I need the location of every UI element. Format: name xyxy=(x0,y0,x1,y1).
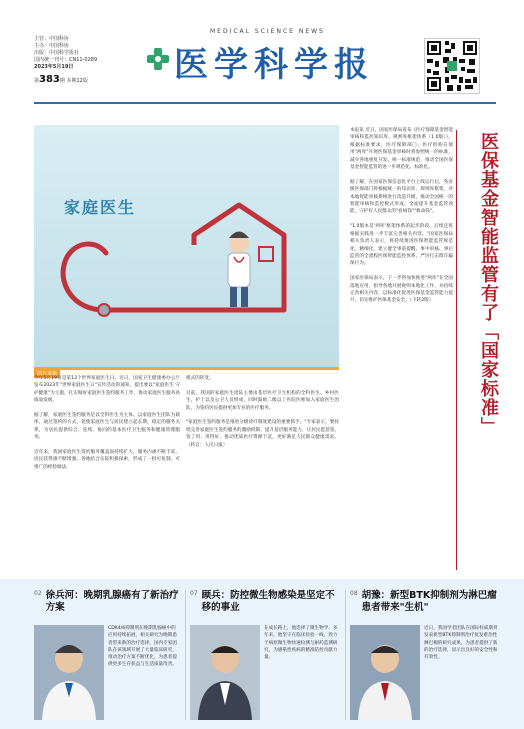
masthead-info xyxy=(34,36,126,85)
headline-rule xyxy=(456,130,457,570)
issue-prefix: 第 xyxy=(34,78,40,84)
feature-number: 08 xyxy=(350,590,358,597)
masthead-line: 出版：中国科学报社 xyxy=(34,50,80,56)
issue-number: 383 xyxy=(39,74,60,85)
feature-title: 徐兵河：晚期乳腺癌有了新治疗方案 xyxy=(45,590,179,613)
hero-title-char: 生 xyxy=(118,198,135,217)
feature-title: 胡豫：新型BTK抑制剂为淋巴瘤患者带来"生机" xyxy=(361,590,497,613)
main-headline: 医保基金智能监管有了「国家标准」 xyxy=(478,132,499,436)
feature-photo xyxy=(190,625,260,720)
feature-title: 顾兵：防控微生物感染是坚定不移的事业 xyxy=(201,590,335,613)
hero-caption-bar xyxy=(34,367,339,370)
hero-title xyxy=(64,195,134,218)
article-column-1: 今年5月19日是第13个世界家庭医生日。近日，国家卫生健康委办公厅发布2023年"世界家庭医生日"宣传活动的通知，提出要以"家庭医生 守护健康"为主题，扎实做好家庭医生签约服务工作，推动家庭医生服务高质量发展。 据了解，家庭医生签约服务是以全科医生为主体、以家庭医生团队为载体，通过签约的方式，促使家庭医生与居民建立起长期、稳定的服务关系，为居民提供综合、连续、协同的基本医疗卫生服务和健康管理服务。 近年来，我国家庭医生签约服务覆盖面持续扩大，服务内涵不断丰富，居民获得感不断增强。各地结合实际积极探索，形成了一批可复制、可推广的经验做法。 xyxy=(34,376,180,470)
feature-photo xyxy=(350,625,420,720)
feature-number: 07 xyxy=(190,590,198,597)
masthead-line: 主管：中国科协 xyxy=(34,36,70,42)
feature-divider xyxy=(345,590,346,720)
feature-number: 02 xyxy=(34,590,42,597)
feature-photo xyxy=(34,625,104,720)
portrait-photo xyxy=(350,625,420,720)
medical-cross-icon xyxy=(146,47,170,71)
portrait-photo xyxy=(34,625,104,720)
feature-item[interactable] xyxy=(34,590,184,614)
feature-divider xyxy=(185,590,186,720)
family-doctor-illustration xyxy=(34,125,339,367)
hero-title-char: 家 xyxy=(64,198,81,217)
logo-chinese: 医学科学报 xyxy=(174,45,374,85)
logo-english: MEDICAL SCIENCE NEWS xyxy=(210,28,325,35)
right-column-article: 本报讯 近日，国家医保局发布《医疗保障基金智能审核和监控知识库、规则库框架体系（1.0版）》。根据标准要求，医疗保障部门、医疗机构在使用"两库"开展医保基金审核时将参照统一的标准，减少各地重复开发、统一标准规范，推动全国医保基金智能监管的进一步规范化、标准化。 据了解，在国家医保信息化平台上线运行后，各省级医保部门将根据统一的知识库、规则库框架，对本地智能审核系统进行改造升级，推动全国统一的智能审核和监控模式形成，全面提升基金监管效能，守护好人民群众的"看病钱""救命钱"。 "1.0版本是'两库'框架体系的起步阶段，后续还将根据实践进一步丰富完善相关内容。"国家医保局相关负责人表示，将持续推进医保智能监管规范化、精细化，建立健全事前提醒、事中审核、事后监管的全流程医保智能监控体系，严厉打击欺诈骗保行为。 国家医保局表示，下一步将加快推进"两库"在全国落地应用，指导各地开展规则本地化工作，并持续完善相关内容，以标准化促进医保基金监管能力提升，切实维护医保基金安全。（下转2版） xyxy=(350,128,453,304)
masthead-line: 主办：中国科协 xyxy=(34,43,70,49)
portrait-photo xyxy=(190,625,260,720)
masthead-rule xyxy=(34,102,496,104)
qr-code-icon xyxy=(424,38,480,94)
feature-item[interactable] xyxy=(190,590,340,614)
feature-text: 在成长路上，他选择了微生物学。多年来，他坚守在临床检验一线，致力于病原微生物快速检测与耐药监测研究，为感染性疾病的精准防控贡献力量。 xyxy=(264,626,338,661)
feature-text: 近日，我国学者团队在国际权威期刊发表新型BTK抑制剂治疗复发难治性淋巴瘤的研究成果，为患者提供了新的治疗选择，显示出良好的安全性和有效性。 xyxy=(424,626,498,661)
hero-title-char: 庭 xyxy=(82,198,99,217)
article-column-2: 模式的转变。 目前，我国的家庭医生团队主要由基层医疗卫生机构的全科医生、乡村医生、护士以及公卫人员组成，同时鼓励二级以上医院医师加入家庭医生团队，为签约居民提供更加专业的医疗服务。 "家庭医生签约服务是推进分级诊疗制度建设的重要抓手。"专家表示，要持续完善家庭医生签约服务的激励机制，提升基层服务能力，让居民愿意签、签了用、用得好，推动优质医疗资源下沉，更好满足人民群众健康需求。（转自：人民日报） xyxy=(186,376,339,448)
caption-tag: 图片来源 xyxy=(34,369,60,378)
masthead-line: 国内统一刊号：CN11-0289 xyxy=(34,57,98,63)
hero-illustration xyxy=(34,125,339,367)
feature-item[interactable] xyxy=(350,590,500,614)
feature-text: CDK4/6抑制剂在晚期乳腺癌中的应用持续拓展，相关研究为晚期患者带来新的治疗选择，国内专家团队在该领域开展了大量临床研究，推动治疗方案不断优化，为患者提供更多生存获益与生活质量改善。 xyxy=(108,626,177,668)
issue-info xyxy=(34,74,126,85)
issue-suffix: 期 本期12版 xyxy=(59,78,88,84)
hero-title-char: 医 xyxy=(100,198,117,217)
masthead-date: 2023年5月19日 xyxy=(34,64,74,70)
